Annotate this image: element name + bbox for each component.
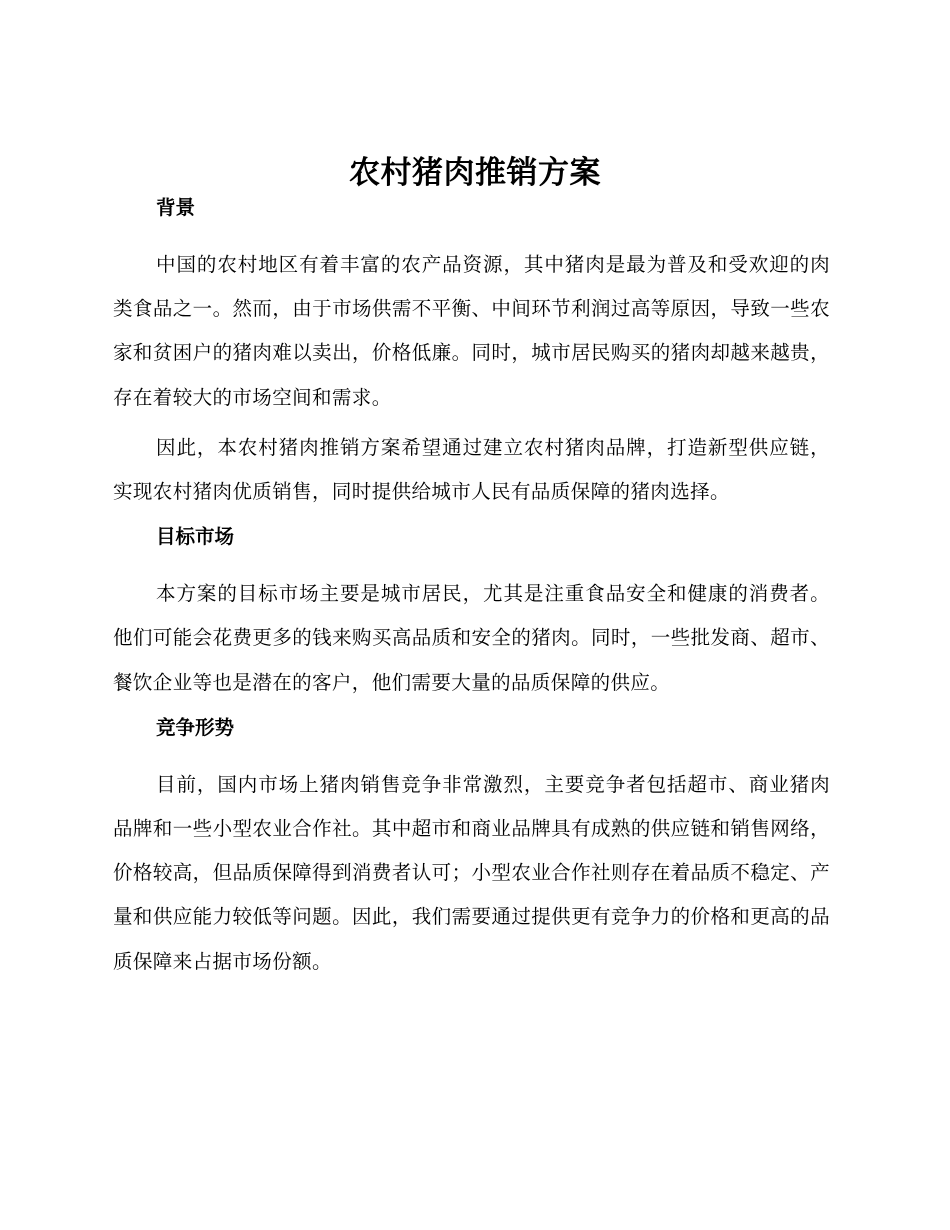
section-heading-target-market: 目标市场 [156, 525, 235, 549]
paragraph-background-1: 中国的农村地区有着丰富的农产品资源，其中猪肉是最为普及和受欢迎的肉类食品之一。然而，由于市场供需不平衡、中间环节利润过高等原因，导致一些农家和贫困户的猪肉难以卖出，价格低廉。同时，城市居民购买的猪肉却越来越贵，存在着较大的市场空间和需求。 [113, 253, 830, 409]
section-heading-background: 背景 [156, 196, 196, 219]
paragraph-competition: 目前，国内市场上猪肉销售竞争非常激烈，主要竞争者包括超市、商业猪肉品牌和一些小型农业合作社。其中超市和商业品牌具有成熟的供应链和销售网络，价格较高，但品质保障得到消费者认可；小型农业合作社则存在着品质不稳定、产量和供应能力较低等问题。因此，我们需要通过提供更有竞争力的价格和更高的品质保障来占据市场份额。 [113, 772, 830, 973]
document-title: 农村猪肉推销方案 [349, 155, 601, 191]
paragraph-background-2: 因此，本农村猪肉推销方案希望通过建立农村猪肉品牌，打造新型供应链，实现农村猪肉优质销售，同时提供给城市人民有品质保障的猪肉选择。 [113, 435, 830, 504]
paragraph-target-market: 本方案的目标市场主要是城市居民，尤其是注重食品安全和健康的消费者。他们可能会花费更多的钱来购买高品质和安全的猪肉。同时，一些批发商、超市、餐饮企业等也是潜在的客户，他们需要大量的品质保障的供应。 [113, 582, 830, 694]
section-heading-competition: 竞争形势 [156, 715, 235, 739]
